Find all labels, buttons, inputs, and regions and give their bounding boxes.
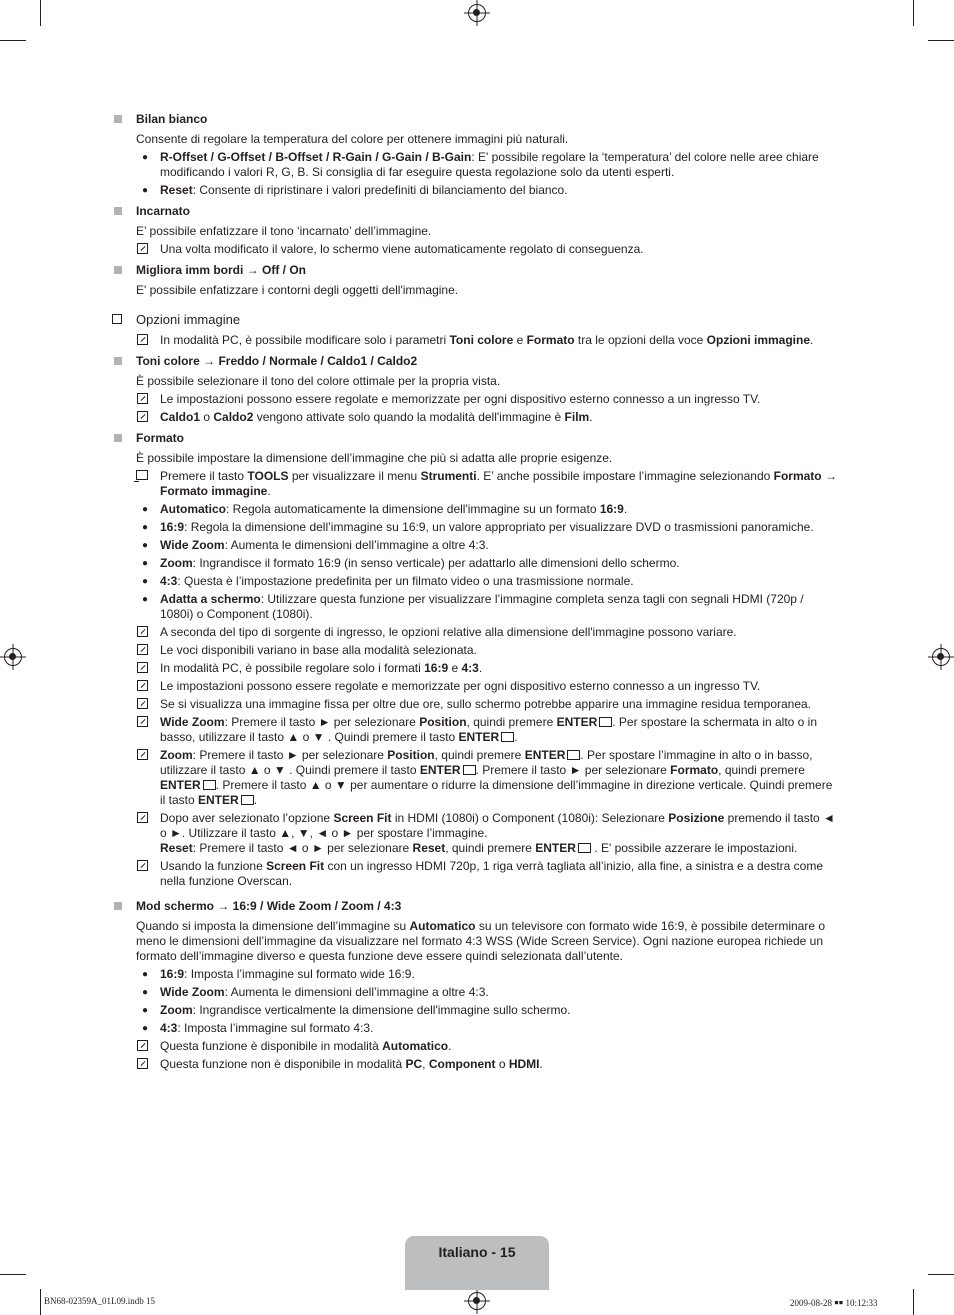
bullet-icon: ● — [141, 987, 149, 998]
note-icon — [137, 662, 148, 673]
note-icon — [137, 698, 148, 709]
bullet-icon: ● — [141, 969, 149, 980]
note-icon — [137, 812, 148, 823]
tools-note-item: Premere il tasto TOOLS per visualizzare il menu Strumenti. E’ anche possibile impostare l’immagine selezionando Formato → Formato immagine. — [110, 469, 840, 499]
enter-key-icon — [463, 765, 476, 775]
note-icon — [137, 393, 148, 404]
bullet-item: ● 16:9: Imposta l’immagine sul formato wide 16:9. — [110, 967, 840, 982]
crop-mark — [40, 1289, 41, 1315]
note-item: Dopo aver selezionato l’opzione Screen Fit in HDMI (1080i) o Component (1080i): Selezionare Posizione premendo il tasto ◄ o ►. Utilizzare il tasto ▲, ▼, ◄ o ► per spostare l’immagine. Reset: Premere il tasto ◄ o ► per selezionare Reset, quindi premere ENTER . E' possibile azzerare le impostazioni. — [110, 811, 840, 856]
note-icon — [137, 1058, 148, 1069]
heading-toni-colore: Toni colore → Freddo / Normale / Caldo1 / Caldo2 — [110, 354, 840, 369]
note-item: Wide Zoom: Premere il tasto ► per selezionare Position, quindi premere ENTER . Per spostare la schermata in alto o in basso, utilizzare il tasto ▲ o ▼ . Quindi premere il tasto ENTER . — [110, 715, 840, 745]
note-item: Zoom: Premere il tasto ► per selezionare Position, quindi premere ENTER . Per spostare l’immagine in alto o in basso, utilizzare il tasto ▲ o ▼ . Quindi premere il tasto ENTER . Premere il tasto ► per selezionare Formato, quindi premere ENTER . Premere il tasto ▲ o ▼ per aumentare o ridurre la dimensione dell’immagine in direzione verticale. Quindi premere il tasto ENTER . — [110, 748, 840, 808]
square-bullet-icon — [114, 902, 122, 910]
paragraph: E' possibile enfatizzare i contorni degli oggetti dell'immagine. — [136, 283, 459, 297]
bullet-item: ● Reset: Consente di ripristinare i valori predefiniti di bilanciamento del bianco. — [110, 183, 840, 198]
enter-key-icon — [578, 843, 591, 853]
note-icon — [137, 680, 148, 691]
crop-mark — [913, 0, 914, 26]
paragraph: È possibile selezionare il tono del colore ottimale per la propria vista. — [136, 374, 501, 388]
crop-mark — [913, 1289, 914, 1315]
bullet-icon: ● — [141, 558, 149, 569]
note-icon — [137, 411, 148, 422]
enter-key-icon — [241, 795, 254, 805]
note-icon — [137, 1040, 148, 1051]
note-icon — [137, 644, 148, 655]
square-bullet-icon — [114, 357, 122, 365]
bullet-item: ● Wide Zoom: Aumenta le dimensioni dell’immagine a oltre 4:3. — [110, 985, 840, 1000]
registration-mark-icon — [4, 648, 22, 666]
bullet-icon: ● — [141, 504, 149, 515]
bullet-item: ● Zoom: Ingrandisce verticalmente la dimensione dell'immagine sullo schermo. — [110, 1003, 840, 1018]
registration-mark-icon — [468, 1292, 486, 1310]
crop-mark — [928, 1274, 954, 1275]
bullet-item: ● R-Offset / G-Offset / B-Offset / R-Gain / G-Gain / B-Gain: E' possibile regolare la ‘temperatura’ del colore nelle aree chiare modificando i valori R, G, B. Si consiglia di far eseguire questa regolazione solo da utenti esperti. — [110, 150, 840, 180]
bullet-icon: ● — [141, 594, 149, 605]
bullet-icon: ● — [141, 1023, 149, 1034]
registration-mark-icon — [932, 648, 950, 666]
registration-mark-icon — [468, 4, 486, 22]
crop-mark — [928, 40, 954, 41]
note-icon — [137, 243, 148, 254]
bullet-icon: ● — [141, 152, 149, 163]
heading-mod-schermo: Mod schermo → 16:9 / Wide Zoom / Zoom / 4:3 — [110, 899, 840, 914]
paragraph: Consente di regolare la temperatura del colore per ottenere immagini più naturali. — [136, 132, 569, 146]
tools-icon — [136, 470, 148, 480]
square-bullet-icon — [114, 115, 122, 123]
manual-body — [110, 106, 840, 1075]
paragraph: È possibile impostare la dimensione dell’immagine che più si adatta alle proprie esigenze. — [136, 451, 613, 465]
paragraph: E’ possibile enfatizzare il tono ‘incarnato’ dell’immagine. — [136, 224, 432, 238]
page-number-tab — [405, 1236, 549, 1290]
section-title-opzioni-immagine: Opzioni immagine — [110, 312, 840, 327]
heading-incarnato: Incarnato — [110, 204, 840, 219]
bullet-item: ● Zoom: Ingrandisce il formato 16:9 (in senso verticale) per adattarlo alle dimensioni dello schermo. — [110, 556, 840, 571]
note-item: In modalità PC, è possibile regolare solo i formati 16:9 e 4:3. — [110, 661, 840, 676]
note-item: Una volta modificato il valore, lo schermo viene automaticamente regolato di conseguenza. — [110, 242, 840, 257]
print-slug-left: BN68-02359A_01L09.indb 15 — [44, 1296, 155, 1306]
enter-key-icon — [501, 732, 514, 742]
bullet-icon: ● — [141, 576, 149, 587]
bullet-icon: ● — [141, 1005, 149, 1016]
enter-key-icon — [203, 780, 216, 790]
note-item: Questa funzione è disponibile in modalità Automatico. — [110, 1039, 840, 1054]
note-item: A seconda del tipo di sorgente di ingresso, le opzioni relative alla dimensione dell'immagine possono variare. — [110, 625, 840, 640]
note-icon — [137, 716, 148, 727]
enter-key-icon — [599, 717, 612, 727]
square-bullet-icon — [114, 207, 122, 215]
bullet-item: ● Adatta a schermo: Utilizzare questa funzione per visualizzare l’immagine completa senza tagli con segnali HDMI (720p / 1080i) o Component (1080i). — [110, 592, 840, 622]
note-item: Caldo1 o Caldo2 vengono attivate solo quando la modalità dell'immagine è Film. — [110, 410, 840, 425]
bullet-item: ● 16:9: Regola la dimensione dell’immagine su 16:9, un valore appropriato per visualizzare DVD o trasmissioni panoramiche. — [110, 520, 840, 535]
heading-bilan-bianco: Bilan bianco — [110, 112, 840, 127]
note-item: Usando la funzione Screen Fit con un ingresso HDMI 720p, 1 riga verrà tagliata all’inizio, alla fine, a sinistra e a destra come nella funzione Overscan. — [110, 859, 840, 889]
note-item: Le voci disponibili variano in base alla modalità selezionata. — [110, 643, 840, 658]
note-icon — [137, 334, 148, 345]
note-item: Le impostazioni possono essere regolate e memorizzate per ogni dispositivo esterno connesso a un ingresso TV. — [110, 392, 840, 407]
bullet-icon: ● — [141, 540, 149, 551]
bullet-item: ● Wide Zoom: Aumenta le dimensioni dell’immagine a oltre 4:3. — [110, 538, 840, 553]
note-item: In modalità PC, è possibile modificare solo i parametri Toni colore e Formato tra le opzioni della voce Opzioni immagine. — [110, 333, 840, 348]
square-bullet-icon — [114, 266, 122, 274]
crop-mark — [0, 40, 26, 41]
bullet-item: ● Automatico: Regola automaticamente la dimensione dell'immagine su un formato 16:9. — [110, 502, 840, 517]
note-item: Le impostazioni possono essere regolate e memorizzate per ogni dispositivo esterno connesso a un ingresso TV. — [110, 679, 840, 694]
enter-key-icon — [567, 750, 580, 760]
checkbox-square-icon — [112, 314, 122, 324]
crop-mark — [40, 0, 41, 26]
crop-mark — [0, 1274, 26, 1275]
note-icon — [137, 626, 148, 637]
paragraph: Quando si imposta la dimensione dell’immagine su Automatico su un televisore con formato wide 16:9, è possibile determinare o meno le dimensioni dell’immagine da visualizzare nel formato 4:3 WSS (Wide Screen Service). Ogni nazione europea richiede un formato dell’immagine diverso e questa funzione deve essere quindi selezionata dall’utente. — [136, 919, 826, 963]
bullet-item: ● 4:3: Imposta l’immagine sul formato 4:3. — [110, 1021, 840, 1036]
print-slug-right: 2009-08-28 ￭￭ 10:12:33 — [790, 1298, 878, 1308]
page-number: Italiano - 15 — [438, 1244, 516, 1260]
heading-formato: Formato — [110, 431, 840, 446]
note-icon — [137, 749, 148, 760]
note-icon — [137, 860, 148, 871]
bullet-icon: ● — [141, 185, 149, 196]
heading-migliora-bordi: Migliora imm bordi → Off / On — [110, 263, 840, 278]
bullet-icon: ● — [141, 522, 149, 533]
bullet-item: ● 4:3: Questa è l’impostazione predefinita per un filmato video o una trasmissione normale. — [110, 574, 840, 589]
square-bullet-icon — [114, 434, 122, 442]
note-item: Questa funzione non è disponibile in modalità PC, Component o HDMI. — [110, 1057, 840, 1072]
note-item: Se si visualizza una immagine fissa per oltre due ore, sullo schermo potrebbe apparire una immagine residua temporanea. — [110, 697, 840, 712]
